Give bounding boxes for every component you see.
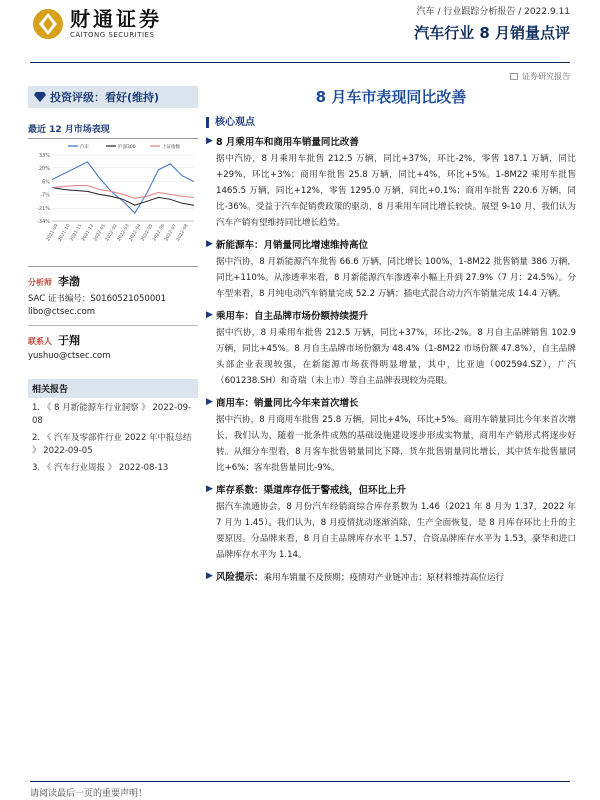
y-tick-label: -7% [40, 192, 50, 199]
company-name-en: CAITONG SECURITIES [70, 31, 155, 39]
section-sales [206, 136, 576, 231]
bullet-icon: ▶ [206, 239, 213, 249]
section-head: 商用车：销量同比今年来首次增长 [216, 398, 359, 409]
x-tick-label: 2021-11 [69, 223, 84, 243]
x-tick-label: 2022-02 [105, 223, 119, 243]
legend-label: 汽车 [80, 145, 89, 150]
risk-head: 风险提示： [216, 572, 264, 583]
document-icon [510, 73, 518, 80]
section-body: 据汽车流通协会，8 月份汽车经销商综合库存系数为 1.46（2021 年 8 月为 1.37，2022 年 7 月为 1.45）。我们认为，8 月疫情扰动逐渐消除，生产全面恢复，是 8 月库存环比上升的主要原因。分品牌来看，8 月自主品牌库存水平 1.57，合资品牌库存水平为 1.53，豪华和进口品牌库存水平为 1.14。 [216, 502, 576, 560]
bullet-icon: ▶ [206, 310, 213, 320]
related-item[interactable]: 1. 《 8 月新能源车行业洞察 》 2022-09-08 [32, 403, 192, 426]
y-tick-label: -34% [37, 219, 50, 225]
main-title: 8 月车市表现同比改善 [315, 88, 467, 106]
section-head: 8 月乘用车和商用车销量同比改善 [216, 137, 359, 148]
x-tick-label: 2021-12 [81, 223, 96, 243]
footer-divider [30, 781, 570, 782]
rating-label: 投资评级：看好(维持) [50, 91, 160, 104]
analyst-block [28, 266, 198, 317]
bullet-icon: ▶ [206, 571, 213, 581]
analyst-email[interactable]: libo@ctsec.com [28, 307, 96, 317]
contact-role: 联系人 [28, 337, 52, 346]
investment-rating [28, 86, 198, 108]
related-reports [28, 379, 198, 475]
section-head: 乘用车：自主品牌市场份额持续提升 [216, 311, 369, 322]
section-head [216, 571, 576, 585]
series-line-上证指数 [52, 186, 194, 199]
diamond-icon [34, 92, 46, 102]
bullet-icon: ▶ [206, 397, 213, 407]
contact-email[interactable]: yushuo@ctsec.com [28, 351, 111, 361]
report-title: 汽车行业 8 月销量点评 [414, 24, 570, 42]
section-head: 库存系数：渠道库存低于警戒线，但环比上升 [216, 485, 407, 496]
section-body: 据中汽协，8 月新能源汽车批售 66.6 万辆，同比增长 100%，1-8M22 批售销量 386 万辆，同比+110%。从渗透率来看，8 月新能源汽车渗透率小幅上升到 27.9%（7 月：24.5%）。分车型来看，8 月纯电动汽车销量完成 52.2 万辆；插电式混合动力汽车销量完成 14.4 万辆。 [216, 257, 576, 299]
caitong-logo-icon [32, 8, 64, 40]
section-head: 新能源车：月销量同比增速维持高位 [216, 240, 369, 251]
section-body: 据中汽协，8 月乘用车批售 212.5 万辆，同比+37%，环比-2%，零售 187.1 万辆，同比+29%，环比+3%；商用车批售 25.8 万辆，同比+4%，环比+5%。1-8M22 乘用车批售 1465.5 万辆，同比+12%，零售 1295.0 万辆，同比+0.1%；商用车批售 220.6 万辆，同比-36%。受益于汽车促销费政策的驱动，8 月乘用车同比增长较快。展望 9-10 月，我们认为汽车产销有望维持同比增长趋势。 [216, 154, 576, 228]
analyst-name: 李渤 [58, 275, 80, 288]
related-title: 相关报告 [28, 379, 198, 398]
y-tick-label: 20% [38, 165, 50, 172]
x-tick-label: 2022-04 [128, 223, 143, 243]
x-tick-label: 2022-08 [176, 223, 190, 243]
doc-type-label: 证券研究报告 [522, 72, 570, 81]
y-tick-label: -21% [37, 206, 50, 213]
doc-type [510, 71, 570, 82]
company-logo [32, 8, 162, 40]
section-body: 据中汽协，8 月商用车批售 25.8 万辆，同比+4%，环比+5%。商用车销量同比今年来首次增长，我们认为，随着一批条件成熟的基础设施建设逐步形成实物量，商用车产销形式将逐步好转。从细分车型看，8 月客车批售销量同比下降，货车批售销量同比增长，其中货车批售量同比+6%；客车批售量同比-9%。 [216, 415, 576, 473]
section-inventory [206, 484, 576, 563]
contact-name: 于翔 [58, 334, 80, 347]
x-tick-label: 2022-07 [164, 223, 178, 243]
header-divider [30, 62, 570, 63]
main-content [206, 86, 576, 585]
section-commercial [206, 397, 576, 476]
section-risk [206, 571, 576, 585]
x-tick-label: 2022-03 [116, 223, 131, 243]
chart-svg [28, 141, 198, 256]
x-tick-label: 2022-05 [140, 223, 155, 243]
related-item[interactable]: 3. 《 汽车行业周报 》 2022-08-13 [32, 463, 169, 473]
series-line-沪深300 [52, 188, 194, 206]
footer-note: 请阅读最后一页的重要声明！ [30, 789, 148, 799]
chart-title: 最近 12 月市场表现 [28, 122, 198, 139]
company-name-cn: 财通证券 [70, 7, 162, 31]
risk-body: 乘用车销量不及预期；疫情对产业链冲击；原材料维持高位运行 [263, 573, 505, 583]
bullet-icon: ▶ [206, 136, 213, 146]
breadcrumb: 汽车 / 行业跟踪分析报告 / 2022.9.11 [416, 7, 570, 17]
analyst-role: 分析师 [28, 278, 52, 287]
sac-number: SAC 证书编号：S0160521050001 [28, 294, 167, 304]
x-tick-label: 2022-01 [93, 223, 107, 243]
section-body: 据中汽协，8 月乘用车批售 212.5 万辆，同比+37%，环比-2%。8 月自主品牌销售 102.9 万辆，同比+45%。8 月自主品牌市场份额为 48.4%（1-8M22 市场份额 47.8%），自主品牌头部企业表现较强，在新能源市场获得明显增量，其中，比亚迪（002594.SZ），广汽（601238.SH）和奇瑞（未上市）等自主品牌表现较为亮眼。 [216, 328, 576, 386]
page-header [0, 0, 600, 62]
market-performance-chart [28, 141, 198, 256]
y-tick-label: 6% [42, 179, 50, 186]
legend-label: 沪深300 [118, 145, 136, 150]
section-nev [206, 239, 576, 302]
x-tick-label: 2021-10 [57, 223, 72, 243]
contact-block [28, 325, 198, 361]
sidebar [28, 86, 198, 475]
series-line-汽车 [52, 162, 194, 213]
bullet-icon: ▶ [206, 484, 213, 494]
x-tick-label: 2021-09 [45, 223, 60, 243]
y-tick-label: 33% [38, 153, 50, 159]
core-views-label: 核心观点 [206, 117, 576, 128]
x-tick-label: 2022-06 [152, 223, 167, 243]
related-item[interactable]: 2. 《 汽车及零部件行业 2022 年中报总结 》 2022-09-05 [32, 433, 192, 456]
legend-label: 上证指数 [162, 145, 180, 150]
section-passenger [206, 310, 576, 389]
